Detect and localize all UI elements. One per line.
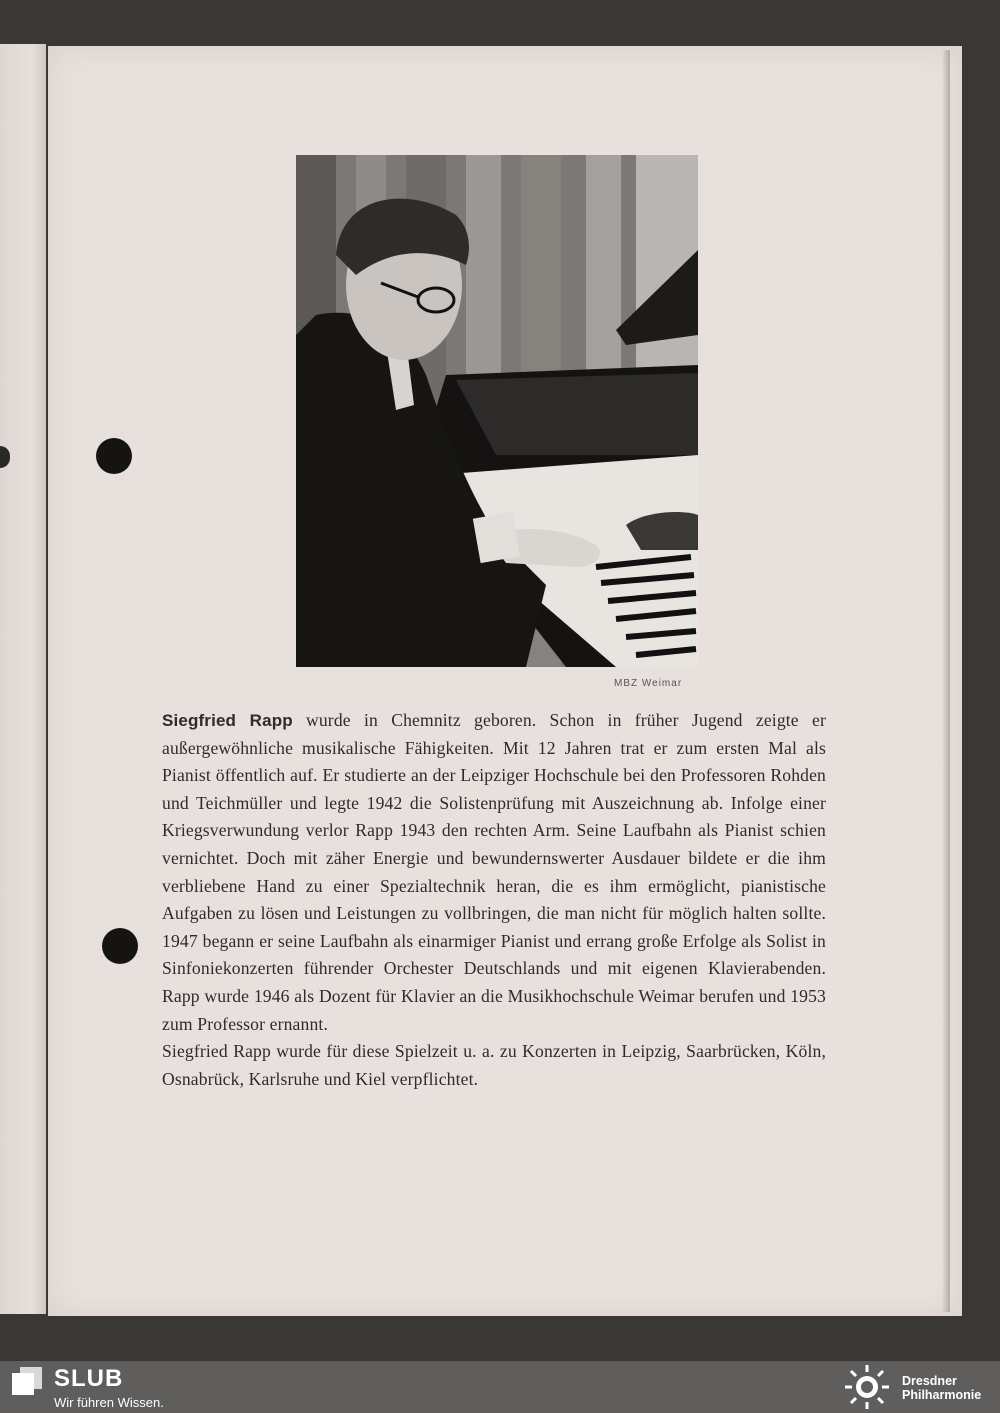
library-tagline: Wir führen Wissen.: [54, 1395, 164, 1410]
punch-hole-lower: [102, 928, 138, 964]
dresdner-philharmonie-logo-icon[interactable]: [840, 1363, 894, 1411]
pianist-photo: [296, 155, 698, 667]
library-footer-bar: [0, 1361, 1000, 1413]
library-name[interactable]: SLUB: [54, 1365, 124, 1392]
biography-paragraph-2: Siegfried Rapp wurde für diese Spielzeit u. a. zu Konzerten in Leipzig, Saarbrücken, Köln, Osnabrück, Karlsruhe und Kiel verpflichtet.: [162, 1041, 826, 1089]
biography-paragraph-1: [162, 707, 826, 1038]
pianist-photo-illustration: [296, 155, 698, 667]
partner-name[interactable]: [902, 1374, 981, 1402]
pianist-name: Siegfried Rapp: [162, 711, 293, 730]
photo-credit: MBZ Weimar: [614, 678, 683, 689]
slub-logo-icon[interactable]: [10, 1367, 42, 1397]
punch-hole-upper: [96, 438, 132, 474]
partner-name-line-2: Philharmonie: [902, 1388, 982, 1402]
biography-text: [162, 707, 826, 1093]
previous-page-edge: [0, 44, 46, 1314]
biography-paragraph-1-text: wurde in Chemnitz geboren. Schon in früher Jugend zeigte er außergewöhnliche musikalische Fähigkeiten. Mit 12 Jahren trat er zum ersten Mal als Pianist öffentlich auf. Er studierte an der Leipziger Hochschule bei den Professoren Rohden und Teichmüller und legte 1942 die Solistenprüfung mit Auszeichnung ab. Infolge einer Kriegsverwundung verlor Rapp 1943 den rechten Arm. Seine Laufbahn als Pianist schien vernichtet. Doch mit zäher Energie und bewundernswerter Ausdauer bildete er die ihm verbliebene Hand zu einer Spezialtechnik heran, die es ihm ermöglicht, pianistische Aufgaben zu lösen und Leistungen zu vollbringen, die man nicht für möglich halten sollte. 1947 begann er seine Laufbahn als einarmiger Pianist und errang große Erfolge als Solist in Sinfoniekonzerten führender Orchester Deutschlands und mit eigenen Klavierabenden. Rapp wurde 1946 als Dozent für Klavier an die Musikhochschule Weimar berufen und 1953 zum Professor ernannt.: [162, 710, 826, 1034]
partner-name-line-1: Dresdner: [902, 1374, 957, 1388]
page-edge-shadow: [942, 50, 950, 1312]
